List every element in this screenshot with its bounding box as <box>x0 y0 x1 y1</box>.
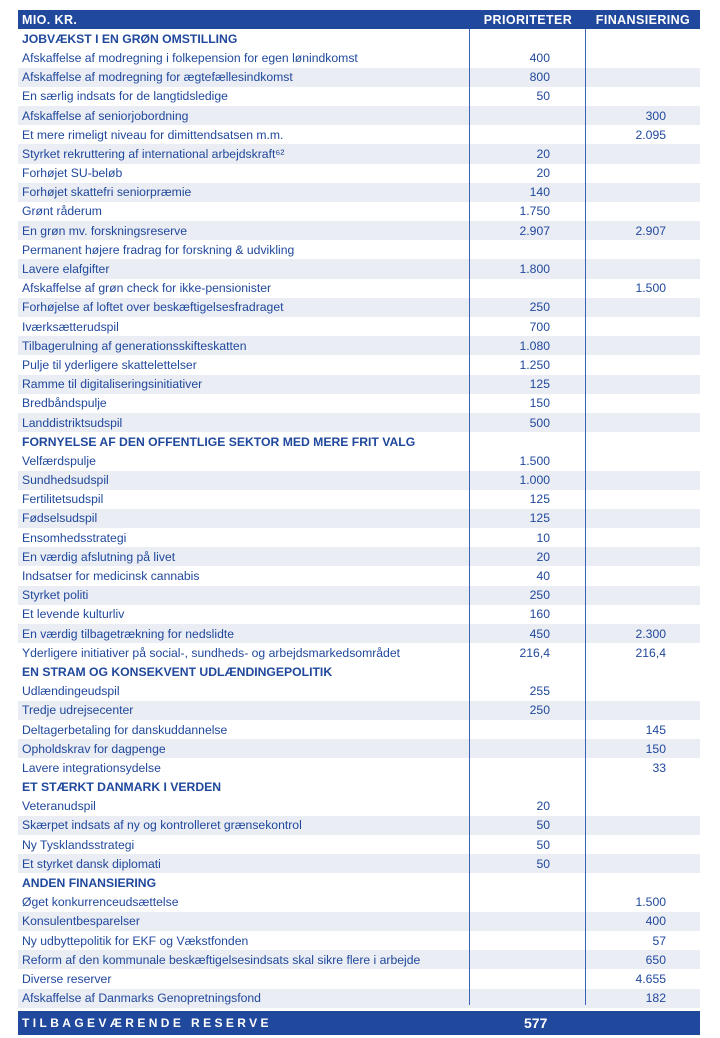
table-body <box>18 29 700 1008</box>
row-label: Ramme til digitaliseringsinitiativer <box>22 377 203 392</box>
prioriteter-value: 500 <box>529 415 550 430</box>
row-label: Permanent højere fradrag for forskning & udvikling <box>22 242 295 257</box>
table-row <box>18 413 700 432</box>
table-row <box>18 797 700 816</box>
finansiering-value: 1.500 <box>635 895 666 910</box>
row-label: Pulje til yderligere skattelettelser <box>22 357 197 372</box>
table-row <box>18 643 700 662</box>
row-label: Et styrket dansk diplomati <box>22 856 161 871</box>
table-row <box>18 950 700 969</box>
row-label: En værdig afslutning på livet <box>22 549 176 564</box>
row-label: En grøn mv. forskningsreserve <box>22 223 188 238</box>
row-label: Udlændingeudspil <box>22 684 120 699</box>
table-row <box>18 701 700 720</box>
remaining-reserve-bar <box>18 1011 700 1035</box>
prioriteter-value: 50 <box>536 818 550 833</box>
table-row <box>18 624 700 643</box>
prioriteter-value: 1.250 <box>519 357 550 372</box>
finansiering-value: 145 <box>645 722 666 737</box>
table-row <box>18 989 700 1008</box>
table-row <box>18 758 700 777</box>
section-heading <box>18 778 700 797</box>
table-row <box>18 528 700 547</box>
row-label: Fertilitetsudspil <box>22 492 104 507</box>
finansiering-value: 216,4 <box>635 645 666 660</box>
finansiering-value: 650 <box>645 952 666 967</box>
prioriteter-value: 216,4 <box>519 645 550 660</box>
section-heading-label: FORNYELSE AF DEN OFFENTLIGE SEKTOR MED MERE FRIT VALG <box>22 434 416 449</box>
table-row <box>18 931 700 950</box>
row-label: En særlig indsats for de langtidsledige <box>22 89 228 104</box>
row-label: Yderligere initiativer på social-, sundheds- og arbejdsmarkedsområdet <box>22 645 401 660</box>
row-label: Opholdskrav for dagpenge <box>22 741 166 756</box>
section-heading-label: JOBVÆKST I EN GRØN OMSTILLING <box>22 31 238 46</box>
row-label: Veteranudspil <box>22 799 96 814</box>
row-label: Velfærdspulje <box>22 453 96 468</box>
table-row <box>18 279 700 298</box>
finansiering-value: 2.095 <box>635 127 666 142</box>
prioriteter-value: 2.907 <box>519 223 550 238</box>
prioriteter-value: 700 <box>529 319 550 334</box>
row-label: Ny udbyttepolitik for EKF og Vækstfonden <box>22 933 249 948</box>
row-label: Bredbåndspulje <box>22 396 107 411</box>
prioriteter-value: 50 <box>536 856 550 871</box>
row-label: Landdistriktsudspil <box>22 415 123 430</box>
prioriteter-value: 1.800 <box>519 262 550 277</box>
table-row <box>18 605 700 624</box>
table-row <box>18 969 700 988</box>
prioriteter-value: 255 <box>529 684 550 699</box>
prioriteter-value: 125 <box>529 377 550 392</box>
finansiering-value: 400 <box>645 914 666 929</box>
section-heading <box>18 662 700 681</box>
table-row <box>18 490 700 509</box>
row-label: En værdig tilbagetrækning for nedslidte <box>22 626 235 641</box>
section-heading <box>18 29 700 48</box>
row-label: Et levende kulturliv <box>22 607 125 622</box>
prioriteter-value: 50 <box>536 89 550 104</box>
column-divider-prioriteter <box>469 29 470 1005</box>
column-divider-finansiering <box>585 29 586 1005</box>
prioriteter-value: 150 <box>529 396 550 411</box>
row-label: Styrket politi <box>22 588 89 603</box>
table-row <box>18 375 700 394</box>
row-label: Sundhedsudspil <box>22 473 109 488</box>
table-row <box>18 68 700 87</box>
row-label: Afskaffelse af modregning for ægtefællesindkomst <box>22 70 293 85</box>
prioriteter-value: 400 <box>529 50 550 65</box>
row-label: Indsatser for medicinsk cannabis <box>22 569 200 584</box>
table-row <box>18 451 700 470</box>
prioriteter-value: 250 <box>529 300 550 315</box>
finansiering-value: 33 <box>652 760 666 775</box>
header-unit-label: MIO. KR. <box>22 12 78 27</box>
table-row <box>18 547 700 566</box>
row-label: Ensomhedsstrategi <box>22 530 127 545</box>
table-row <box>18 298 700 317</box>
prioriteter-value: 250 <box>529 588 550 603</box>
budget-table <box>18 10 700 1008</box>
prioriteter-value: 1.080 <box>519 338 550 353</box>
header-prioriteter: PRIORITETER <box>483 12 573 27</box>
finansiering-value: 57 <box>652 933 666 948</box>
table-row <box>18 912 700 931</box>
row-label: Iværksætterudspil <box>22 319 119 334</box>
row-label: Forhøjelse af loftet over beskæftigelsesfradraget <box>22 300 284 315</box>
prioriteter-value: 20 <box>536 549 550 564</box>
table-row <box>18 164 700 183</box>
section-heading-label: ET STÆRKT DANMARK I VERDEN <box>22 780 222 795</box>
row-label: Afskaffelse af grøn check for ikke-pensionister <box>22 281 272 296</box>
row-label: Grønt råderum <box>22 204 102 219</box>
finansiering-value: 300 <box>645 108 666 123</box>
section-heading <box>18 432 700 451</box>
prioriteter-value: 10 <box>536 530 550 545</box>
table-row <box>18 317 700 336</box>
prioriteter-value: 140 <box>529 185 550 200</box>
prioriteter-value: 20 <box>536 799 550 814</box>
table-row <box>18 854 700 873</box>
table-row <box>18 566 700 585</box>
table-row <box>18 586 700 605</box>
table-row <box>18 125 700 144</box>
table-row <box>18 183 700 202</box>
prioriteter-value: 1.000 <box>519 473 550 488</box>
row-label: Fødselsudspil <box>22 511 98 526</box>
prioriteter-value: 1.500 <box>519 453 550 468</box>
row-label: Afskaffelse af modregning i folkepension for egen lønindkomst <box>22 50 358 65</box>
row-label: Ny Tysklandsstrategi <box>22 837 135 852</box>
section-heading <box>18 873 700 892</box>
finansiering-value: 2.300 <box>635 626 666 641</box>
row-label: Afskaffelse af seniorjobordning <box>22 108 189 123</box>
prioriteter-value: 250 <box>529 703 550 718</box>
table-row <box>18 48 700 67</box>
table-row <box>18 471 700 490</box>
finansiering-value: 150 <box>645 741 666 756</box>
table-row <box>18 202 700 221</box>
table-row <box>18 720 700 739</box>
finansiering-value: 1.500 <box>635 281 666 296</box>
header-finansiering: FINANSIERING <box>595 12 691 27</box>
table-row <box>18 509 700 528</box>
section-heading-label: EN STRAM OG KONSEKVENT UDLÆNDINGEPOLITIK <box>22 664 333 679</box>
prioriteter-value: 40 <box>536 569 550 584</box>
section-heading-label: ANDEN FINANSIERING <box>22 876 157 891</box>
table-row <box>18 394 700 413</box>
prioriteter-value: 450 <box>529 626 550 641</box>
remaining-reserve-value: 577 <box>524 1015 548 1031</box>
table-row <box>18 355 700 374</box>
prioriteter-value: 125 <box>529 511 550 526</box>
table-row <box>18 106 700 125</box>
row-label: Forhøjet skattefri seniorpræmie <box>22 185 192 200</box>
row-label: Øget konkurrenceudsættelse <box>22 895 179 910</box>
row-label: Reform af den kommunale beskæftigelsesindsats skal sikre flere i arbejde <box>22 952 421 967</box>
prioriteter-value: 160 <box>529 607 550 622</box>
row-label: Afskaffelse af Danmarks Genopretningsfond <box>22 991 261 1006</box>
prioriteter-value: 20 <box>536 166 550 181</box>
table-row <box>18 893 700 912</box>
row-label: Lavere elafgifter <box>22 262 110 277</box>
finansiering-value: 182 <box>645 991 666 1006</box>
row-label: Styrket rekruttering af international arbejdskraft⁶² <box>22 146 285 161</box>
row-label: Diverse reserver <box>22 971 112 986</box>
row-label: Lavere integrationsydelse <box>22 760 161 775</box>
row-label: Tredje udrejsecenter <box>22 703 134 718</box>
row-label: Deltagerbetaling for danskuddannelse <box>22 722 228 737</box>
prioriteter-value: 50 <box>536 837 550 852</box>
table-row <box>18 336 700 355</box>
table-row <box>18 221 700 240</box>
remaining-reserve-label: TILBAGEVÆRENDE RESERVE <box>22 1016 272 1030</box>
prioriteter-value: 1.750 <box>519 204 550 219</box>
prioriteter-value: 20 <box>536 146 550 161</box>
table-row <box>18 739 700 758</box>
prioriteter-value: 800 <box>529 70 550 85</box>
table-row <box>18 835 700 854</box>
table-row <box>18 87 700 106</box>
prioriteter-value: 125 <box>529 492 550 507</box>
row-label: Forhøjet SU-beløb <box>22 166 123 181</box>
finansiering-value: 4.655 <box>635 971 666 986</box>
row-label: Tilbagerulning af generationsskifteskatten <box>22 338 247 353</box>
table-row <box>18 259 700 278</box>
table-row <box>18 682 700 701</box>
table-row <box>18 816 700 835</box>
row-label: Konsulentbesparelser <box>22 914 140 929</box>
row-label: Et mere rimeligt niveau for dimittendsatsen m.m. <box>22 127 284 142</box>
table-row <box>18 240 700 259</box>
table-row <box>18 144 700 163</box>
table-header <box>18 10 700 29</box>
row-label: Skærpet indsats af ny og kontrolleret grænsekontrol <box>22 818 302 833</box>
finansiering-value: 2.907 <box>635 223 666 238</box>
